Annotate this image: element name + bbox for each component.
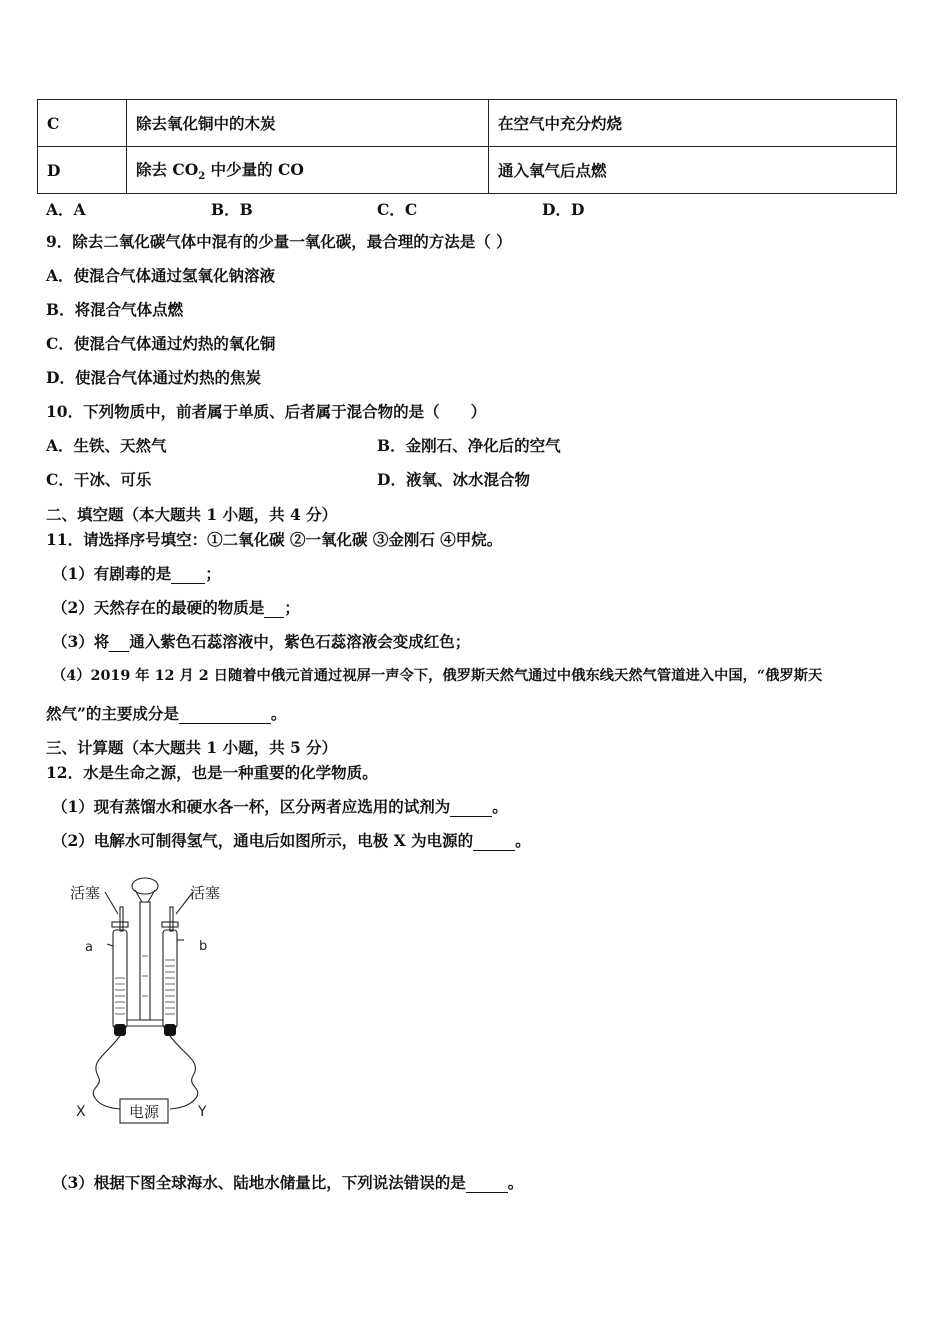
q11-part1: [52, 564, 221, 584]
row-purpose: 除去氧化铜中的木炭: [127, 100, 489, 147]
row-option-label: C: [38, 100, 127, 147]
q10-option-c: C．干冰、可乐: [46, 470, 152, 489]
table-row: [38, 147, 897, 194]
stopcock-label-right: 活塞: [190, 884, 221, 902]
q12-part1-end: 。: [492, 797, 508, 816]
q12-stem: 12．水是生命之源，也是一种重要的化学物质。: [46, 763, 378, 782]
q11-part2-text: （2）天然存在的最硬的物质是: [52, 598, 265, 617]
purpose-suffix: 中少量的 CO: [205, 159, 304, 179]
answer-blank[interactable]: [466, 1176, 508, 1193]
power-supply-label: 电源: [128, 1103, 160, 1121]
electrode-x-label: X: [76, 1104, 86, 1120]
answer-blank[interactable]: [109, 635, 129, 652]
q8-answer-b: B．B: [211, 200, 253, 219]
q9-stem: 9．除去二氧化碳气体中混有的少量一氧化碳，最合理的方法是（ ）: [46, 232, 512, 251]
purpose-prefix: 除去 CO: [136, 159, 199, 179]
q10-option-a: A．生铁、天然气: [46, 436, 167, 455]
funnel-neck: [135, 890, 155, 902]
q8-answer-a: A．A: [46, 200, 86, 219]
center-tube: [140, 902, 150, 1020]
electrolysis-apparatus-figure: [60, 866, 250, 1136]
answer-blank[interactable]: [450, 800, 492, 817]
q11-part2-end: ；: [284, 598, 300, 617]
q11-part3-end: 通入紫色石蕊溶液中，紫色石蕊溶液会变成红色；: [129, 632, 471, 651]
q11-part1-end: ；: [205, 564, 221, 583]
q10-stem: 10．下列物质中，前者属于单质、后者属于混合物的是（ ）: [46, 402, 487, 421]
right-electrode: [164, 1024, 176, 1036]
row-purpose: [127, 147, 489, 194]
q9-option-c: C．使混合气体通过灼热的氧化铜: [46, 334, 276, 353]
q12-part3-end: 。: [507, 1173, 524, 1192]
table-row: [38, 100, 897, 147]
answer-blank[interactable]: [473, 834, 515, 851]
q10-option-d: D．液氧、冰水混合物: [377, 470, 530, 489]
left-wire: [93, 1036, 120, 1109]
q12-part2-text: （2）电解水可制得氢气，通电后如图所示，电极 X 为电源的: [52, 831, 474, 850]
q12-part2: [52, 831, 531, 851]
q11-part3-text: （3）将: [52, 632, 110, 651]
q11-part3: [52, 632, 470, 652]
q8-answer-c: C．C: [377, 200, 418, 219]
q9-option-d: D．使混合气体通过灼热的焦炭: [46, 368, 261, 387]
answer-blank[interactable]: [171, 567, 205, 584]
row-method: 通入氧气后点燃: [489, 147, 897, 194]
q9-option-b: B．将混合气体点燃: [46, 300, 184, 319]
q11-part4-line1: （4）2019 年 12 月 2 日随着中俄元首通过视屏一声令下，俄罗斯天然气通过中俄东线天然气管道进入中国，“俄罗斯天: [52, 668, 823, 684]
q12-part1-text: （1）现有蒸馏水和硬水各一杯，区分两者应选用的试剂为: [52, 797, 451, 816]
left-electrode: [114, 1024, 126, 1036]
q12-part1: [52, 797, 508, 817]
q10-option-b: B．金刚石、净化后的空气: [377, 436, 561, 455]
q11-stem: 11．请选择序号填空：①二氧化碳 ②一氧化碳 ③金刚石 ④甲烷。: [46, 530, 503, 549]
answer-blank[interactable]: [179, 707, 271, 724]
tube-a-label: a: [85, 940, 93, 955]
label-a-pointer: [107, 944, 113, 946]
left-tube-body: [113, 930, 127, 1028]
q11-part4-text: 然气”的主要成分是: [46, 704, 179, 723]
section-2-title: 二、填空题（本大题共 1 小题，共 4 分）: [46, 505, 338, 524]
left-stopcock-pointer: [105, 892, 118, 914]
q11-part4-line2: [46, 704, 286, 724]
section-3-title: 三、计算题（本大题共 1 小题，共 5 分）: [46, 738, 338, 757]
stopcock-label-left: 活塞: [70, 884, 101, 902]
right-tube-body: [163, 930, 177, 1028]
purpose-subscript: 2: [198, 171, 206, 183]
row-option-label: D: [38, 147, 127, 194]
q11-part2: [52, 598, 300, 618]
right-wire: [170, 1036, 198, 1109]
q11-part1-text: （1）有剧毒的是: [52, 564, 172, 583]
q12-part2-end: 。: [515, 831, 531, 850]
electrode-y-label: Y: [198, 1104, 207, 1120]
q8-answer-d: D．D: [542, 200, 585, 219]
q12-part3: [52, 1173, 523, 1193]
water-level-hatching: [115, 956, 175, 1014]
q12-part3-text: （3）根据下图全球海水、陆地水储量比，下列说法错误的是: [52, 1173, 466, 1192]
q9-option-a: A．使混合气体通过氢氧化钠溶液: [46, 266, 276, 285]
q11-part4-end: 。: [270, 704, 287, 723]
row-method: 在空气中充分灼烧: [489, 100, 897, 147]
answer-blank[interactable]: [264, 601, 284, 618]
tube-b-label: b: [199, 939, 208, 954]
options-table: [37, 99, 897, 194]
